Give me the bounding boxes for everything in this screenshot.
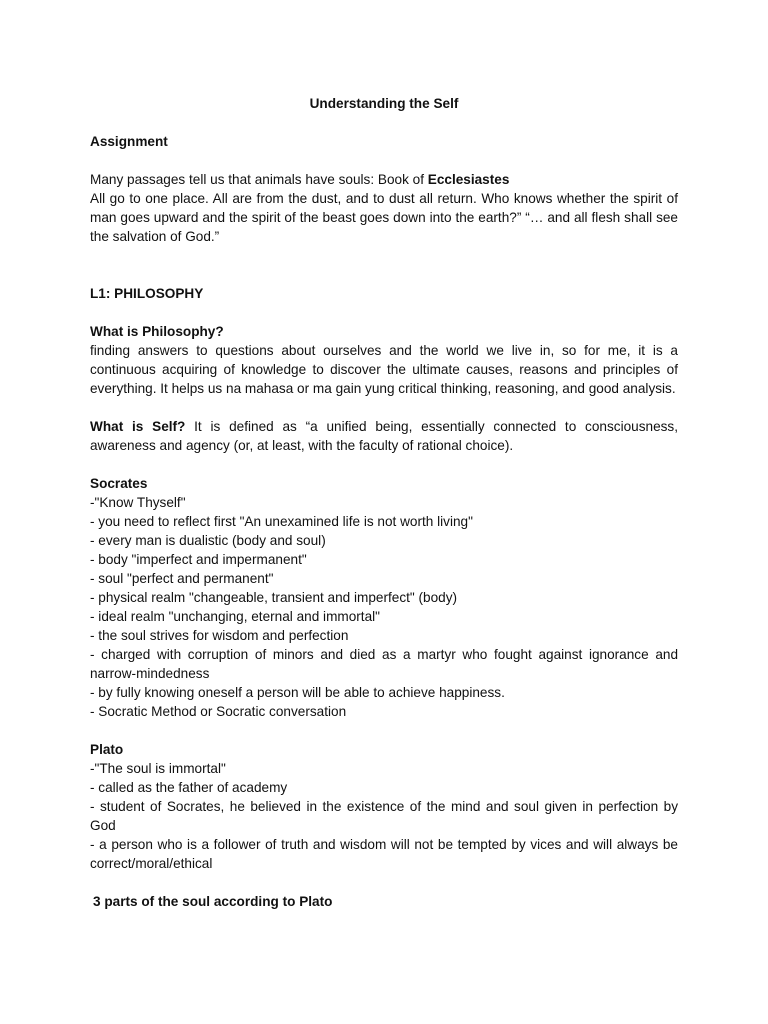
list-item: - body "imperfect and impermanent" bbox=[90, 552, 307, 567]
self-question: What is Self? bbox=[90, 419, 186, 434]
list-item: -"Know Thyself" bbox=[90, 495, 186, 510]
plato-heading: Plato bbox=[90, 742, 124, 757]
spacer bbox=[90, 398, 678, 417]
list-item: - ideal realm "unchanging, eternal and immortal" bbox=[90, 609, 380, 624]
list-item: - every man is dualistic (body and soul) bbox=[90, 533, 326, 548]
assignment-intro bbox=[90, 170, 678, 189]
plato-soul-parts-heading: 3 parts of the soul according to Plato bbox=[93, 894, 333, 909]
self-answer: It is defined as “a unified being, essentially connected to consciousness, awareness and agency (or, at least, with the faculty of rational choice). bbox=[90, 419, 678, 453]
list-item: - soul "perfect and permanent" bbox=[90, 571, 274, 586]
list-item: - the soul strives for wisdom and perfection bbox=[90, 628, 349, 643]
list-item: - charged with corruption of minors and died as a martyr who fought against ignorance and narrow-mindedness bbox=[90, 647, 678, 681]
assignment-intro-text: Many passages tell us that animals have souls: Book of bbox=[90, 172, 428, 187]
list-item: - Socratic Method or Socratic conversation bbox=[90, 704, 347, 719]
socrates-heading: Socrates bbox=[90, 476, 148, 491]
spacer bbox=[90, 151, 678, 170]
list-item: - student of Socrates, he believed in the existence of the mind and soul given in perfection by God bbox=[90, 799, 678, 833]
list-item: -"The soul is immortal" bbox=[90, 761, 226, 776]
list-item: - you need to reflect first "An unexamined life is not worth living" bbox=[90, 514, 473, 529]
spacer bbox=[90, 455, 678, 474]
socrates-list bbox=[90, 493, 678, 721]
document-title: Understanding the Self bbox=[309, 96, 459, 111]
assignment-heading: Assignment bbox=[90, 134, 168, 149]
self-definition bbox=[90, 417, 678, 455]
list-item: - physical realm "changeable, transient and imperfect" (body) bbox=[90, 590, 458, 605]
spacer bbox=[90, 873, 678, 892]
philosophy-question: What is Philosophy? bbox=[90, 324, 224, 339]
spacer bbox=[90, 721, 678, 740]
spacer bbox=[90, 246, 678, 284]
philosophy-answer: finding answers to questions about ourselves and the world we live in, so for me, it is a continuous acquiring of knowledge to discover the ultimate causes, reasons and principles of everything. It helps us na mahasa or ma gain yung critical thinking, reasoning, and good analysis. bbox=[90, 343, 678, 396]
spacer bbox=[90, 303, 678, 322]
list-item: - a person who is a follower of truth and wisdom will not be tempted by vices and will always be correct/moral/ethical bbox=[90, 837, 678, 871]
assignment-book-name: Ecclesiastes bbox=[427, 172, 510, 187]
lesson1-heading: L1: PHILOSOPHY bbox=[90, 286, 204, 301]
list-item: - called as the father of academy bbox=[90, 780, 288, 795]
list-item: - by fully knowing oneself a person will be able to achieve happiness. bbox=[90, 685, 505, 700]
assignment-quote: All go to one place. All are from the dust, and to dust all return. Who knows whether the spirit of man goes upward and the spirit of the beast goes down into the earth?” “… and all flesh shall see the salvation of God.” bbox=[90, 191, 678, 244]
plato-list bbox=[90, 759, 678, 873]
